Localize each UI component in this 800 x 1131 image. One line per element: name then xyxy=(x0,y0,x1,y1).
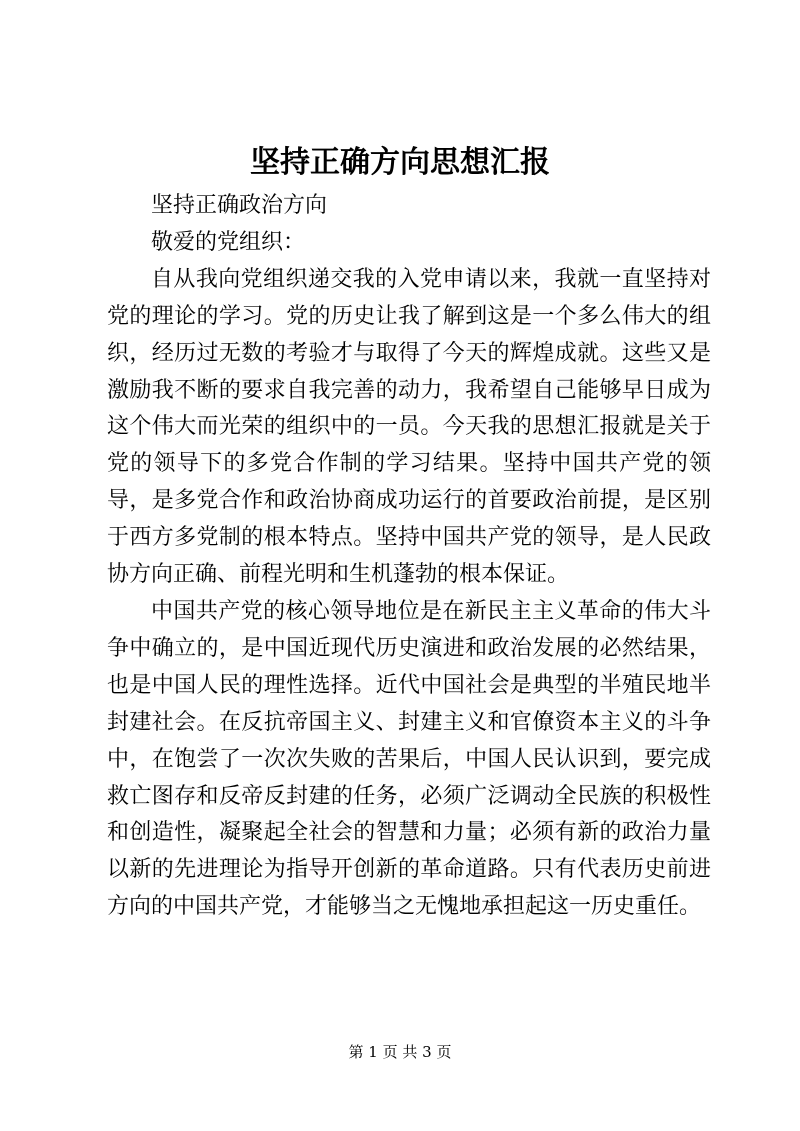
body-paragraph: 自从我向党组织递交我的入党申请以来，我就一直坚持对党的理论的学习。党的历史让我了解到这是一个多么伟大的组织，经历过无数的考验才与取得了今天的辉煌成就。这些又是激励我不断的要求自我完善的动力，我希望自己能够早日成为这个伟大而光荣的组织中的一员。今天我的思想汇报就是关于党的领导下的多党合作制的学习结果。坚持中国共产党的领导，是多党合作和政治协商成功运行的首要政治前提，是区别于西方多党制的根本特点。坚持中国共产党的领导，是人民政协方向正确、前程光明和生机蓬勃的根本保证。 xyxy=(107,266,711,588)
document-body xyxy=(107,188,711,926)
salutation: 敬爱的党组织： xyxy=(151,229,306,255)
document-title: 坚持正确方向思想汇报 xyxy=(250,145,550,180)
page-footer: 第 1 页 共 3 页 xyxy=(348,1043,452,1061)
document-subtitle: 坚持正确政治方向 xyxy=(151,193,328,218)
body-paragraph: 中国共产党的核心领导地位是在新民主主义革命的伟大斗争中确立的，是中国近现代历史演进和政治发展的必然结果，也是中国人民的理性选择。近代中国社会是典型的半殖民地半封建社会。在反抗帝国主义、封建主义和官僚资本主义的斗争中，在饱尝了一次次失败的苦果后，中国人民认识到，要完成救亡图存和反帝反封建的任务，必须广泛调动全民族的积极性和创造性，凝聚起全社会的智慧和力量；必须有新的政治力量以新的先进理论为指导开创新的革命道路。只有代表历史前进方向的中国共产党，才能够当之无愧地承担起这一历史重任。 xyxy=(107,598,711,920)
